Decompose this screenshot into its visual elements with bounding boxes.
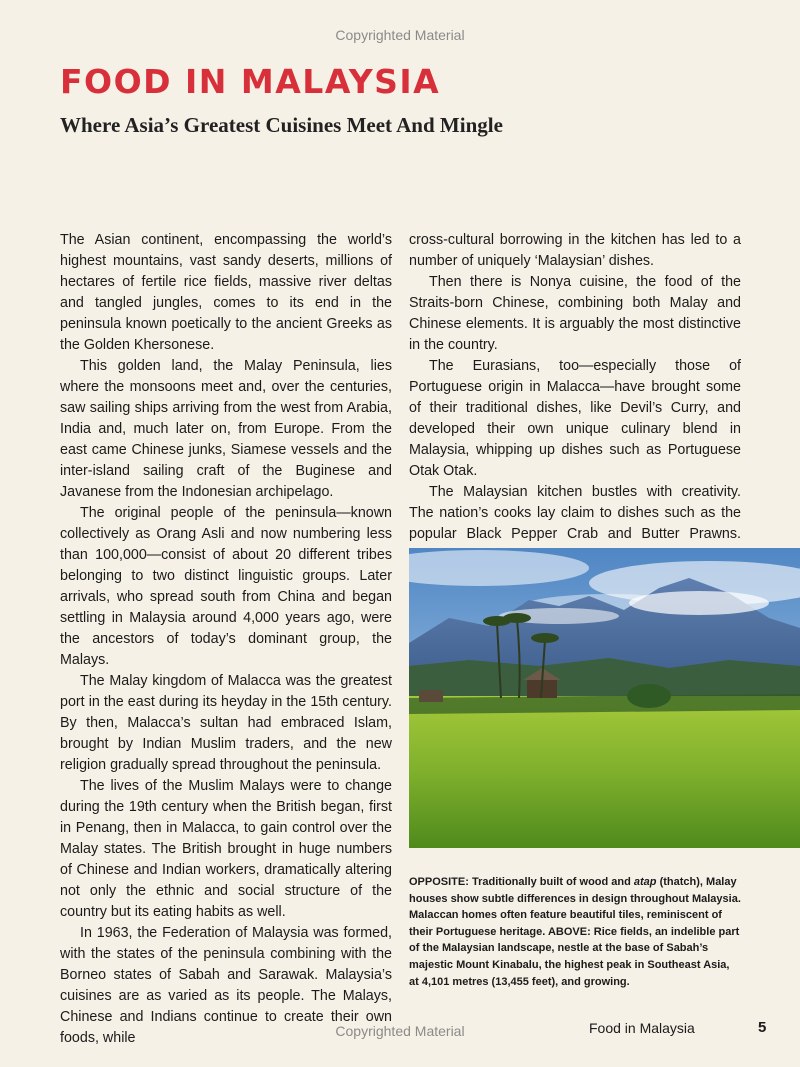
caption-opposite-italic: atap	[633, 876, 657, 888]
paragraph: The Malay kingdom of Malacca was the greatest port in the east during its heyday in the 15th century. By then, Malacca’s sultan had embraced Islam, brought by Indian Muslim traders, and the new religion gradually spread throughout the peninsula.	[60, 673, 392, 773]
paragraph: This golden land, the Malay Peninsula, lies where the monsoons meet and, over the centuries, saw sailing ships arriving from the west from Arabia, India and, much later on, from Europe. From the east came Chinese junks, Siamese vessels and the inter-island sailing craft of the Buginese and Javanese from the Indonesian archipelago.	[60, 358, 392, 500]
copyright-watermark-bottom: Copyrighted Material	[335, 1023, 465, 1039]
caption-above-text: Rice fields, an indelible part of the Malaysian landscape, nestle at the base of Sabah’s majestic Mount Kinabalu, the highest peak in Southeast Asia, at 4,101 metres (13,455 feet), and growing.	[409, 925, 740, 988]
paragraph: The Eurasians, too—especially those of Portuguese origin in Malacca—have brought some of their traditional dishes, like Devil’s Curry, and developed their own unique culinary blend in Malaysia, whipping up dishes such as Portuguese Otak Otak.	[409, 358, 741, 479]
paragraph: The lives of the Muslim Malays were to change during the 19th century when the British began, first in Penang, then in Malacca, to gain control over the Malay states. The British brought in huge numbers of Chinese and Indian workers, dramatically altering not only the ethnic and social structure of the country but its eating habits as well.	[60, 778, 392, 920]
body-column-left	[60, 230, 392, 1049]
caption-opposite-text-1: Traditionally built of wood and	[468, 876, 634, 888]
caption-opposite-label: OPPOSITE:	[409, 876, 469, 888]
page-subtitle: Where Asia’s Greatest Cuisines Meet And Mingle	[60, 113, 503, 137]
caption-opposite-text-2: (thatch), Malay houses show subtle differences in design throughout Malaysia. Malaccan homes often feature beautiful tiles, reminiscent of their Portuguese heritage.	[409, 876, 741, 938]
caption-above-label: ABOVE:	[547, 925, 591, 938]
page-number: 5	[758, 1019, 767, 1036]
copyright-watermark-top: Copyrighted Material	[335, 27, 465, 43]
paragraph: The Malaysian kitchen bustles with creativity. The nation’s cooks lay claim to dishes such as the popular Black Pepper Crab and Butter Prawns.	[409, 484, 741, 542]
photo-caption	[409, 874, 741, 990]
body-column-right	[409, 230, 741, 566]
paragraph: The Asian continent, encompassing the world’s highest mountains, vast sandy deserts, millions of hectares of fertile rice fields, massive river deltas and tangled jungles, comes to its end in the peninsula known poetically to the ancient Greeks as the Golden Khersonese.	[60, 232, 392, 353]
paragraph: cross-cultural borrowing in the kitchen has led to a number of uniquely ‘Malaysian’ dishes.	[409, 232, 741, 269]
paragraph: The original people of the peninsula—known collectively as Orang Asli and now numbering less than 100,000—consist of about 20 different tribes belonging to two distinct linguistic groups. Later arrivals, who spread south from China and began settling in Malaysia around 4,000 years ago, were the ancestors of today’s dominant group, the Malays.	[60, 505, 392, 668]
rice-field-photo	[409, 548, 800, 848]
paragraph: In 1963, the Federation of Malaysia was formed, with the states of the peninsula combining with the Borneo states of Sabah and Sarawak. Malaysia’s cuisines are as varied as its people. The Malays, Chinese and Indians continue to create their own foods, while	[60, 925, 392, 1046]
running-footer: Food in Malaysia	[589, 1020, 695, 1036]
page-title: FOOD IN MALAYSIA	[60, 62, 441, 101]
paragraph: Then there is Nonya cuisine, the food of the Straits-born Chinese, combining both Malay and Chinese elements. It is arguably the most distinctive in the country.	[409, 274, 741, 353]
